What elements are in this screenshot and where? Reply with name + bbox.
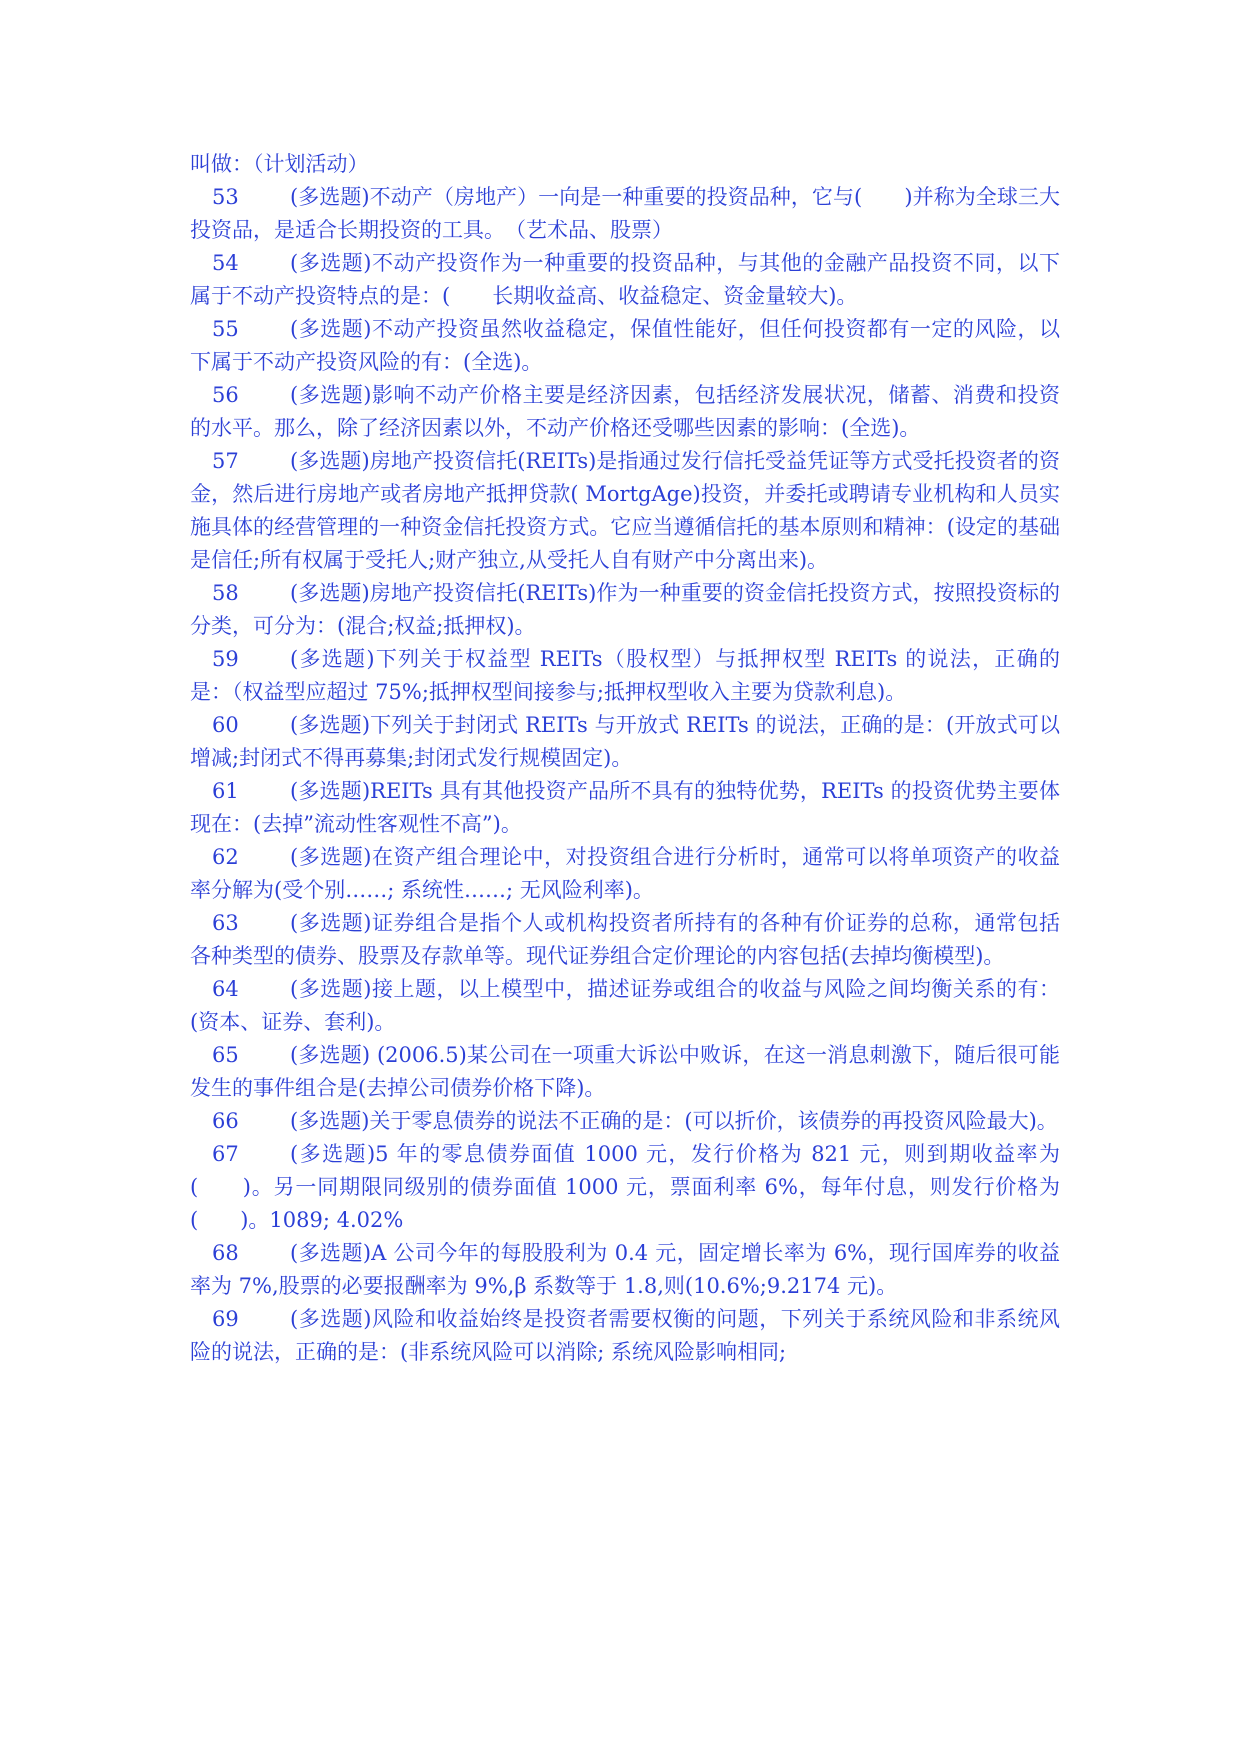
question-number: 66: [212, 1109, 239, 1133]
question-item: [190, 907, 1060, 973]
question-text: (多选题) (2006.5)某公司在一项重大诉讼中败诉，在这一消息刺激下，随后很可能发生的事件组合是(去掉公司债券价格下降)。: [190, 1043, 1060, 1100]
question-number: 63: [212, 911, 239, 935]
question-text: (多选题)在资产组合理论中，对投资组合进行分析时，通常可以将单项资产的收益率分解为(受个别……; 系统性……; 无风险利率)。: [190, 845, 1060, 902]
question-text: (多选题)房地产投资信托(REITs)是指通过发行信托受益凭证等方式受托投资者的资金，然后进行房地产或者房地产抵押贷款( MortgAge)投资，并委托或聘请专业机构和人员实施具体的经营管理的一种资金信托投资方式。它应当遵循信托的基本原则和精神：(设定的基础是信任;所有权属于受托人;财产独立,从受托人自有财产中分离出来)。: [190, 449, 1060, 572]
question-text: (多选题)下列关于封闭式 REITs 与开放式 REITs 的说法，正确的是：(开放式可以增减;封闭式不得再募集;封闭式发行规模固定)。: [190, 713, 1060, 770]
question-number: 58: [212, 581, 239, 605]
question-item: [190, 1039, 1060, 1105]
question-item: [190, 973, 1060, 1039]
question-item: [190, 643, 1060, 709]
question-number: 60: [212, 713, 239, 737]
question-text: (多选题)不动产（房地产）一向是一种重要的投资品种，它与( )并称为全球三大投资品，是适合长期投资的工具。 （艺术品、股票）: [190, 185, 1060, 242]
question-number: 61: [212, 779, 239, 803]
question-number: 64: [212, 977, 239, 1001]
question-item: [190, 247, 1060, 313]
question-item: [190, 709, 1060, 775]
question-text: (多选题)5 年的零息债券面值 1000 元，发行价格为 821 元，则到期收益率为( )。另一同期限同级别的债券面值 1000 元，票面利率 6%，每年付息，则发行价格为( )。1089; 4.02%: [190, 1142, 1060, 1232]
question-number: 68: [212, 1241, 239, 1265]
question-text: (多选题)下列关于权益型 REITs（股权型）与抵押权型 REITs 的说法，正确的是：（权益型应超过 75%;抵押权型间接参与;抵押权型收入主要为贷款利息)。: [190, 647, 1060, 704]
question-item: [190, 1105, 1060, 1138]
question-item: [190, 1237, 1060, 1303]
question-number: 57: [212, 449, 239, 473]
question-text: (多选题)风险和收益始终是投资者需要权衡的问题，下列关于系统风险和非系统风险的说法，正确的是：(非系统风险可以消除; 系统风险影响相同;: [190, 1307, 1060, 1364]
question-number: 54: [212, 251, 239, 275]
question-number: 55: [212, 317, 239, 341]
document-body: [190, 148, 1060, 1369]
question-item: [190, 379, 1060, 445]
question-number: 62: [212, 845, 239, 869]
question-item: [190, 841, 1060, 907]
question-text: (多选题)影响不动产价格主要是经济因素，包括经济发展状况，储蓄、消费和投资的水平。那么，除了经济因素以外，不动产价格还受哪些因素的影响：(全选)。: [190, 383, 1060, 440]
question-number: 53: [212, 185, 239, 209]
question-number: 56: [212, 383, 239, 407]
question-item: [190, 181, 1060, 247]
question-text: (多选题)证券组合是指个人或机构投资者所持有的各种有价证券的总称，通常包括各种类型的债券、股票及存款单等。现代证券组合定价理论的内容包括(去掉均衡模型)。: [190, 911, 1060, 968]
question-number: 65: [212, 1043, 239, 1067]
question-number: 67: [212, 1142, 239, 1166]
question-text: (多选题)接上题，以上模型中，描述证券或组合的收益与风险之间均衡关系的有：(资本、证券、套利)。: [190, 977, 1060, 1034]
question-item: [190, 313, 1060, 379]
question-text: (多选题)关于零息债券的说法不正确的是：(可以折价，该债券的再投资风险最大)。: [290, 1109, 1058, 1133]
question-item: [190, 1303, 1060, 1369]
question-text: (多选题)房地产投资信托(REITs)作为一种重要的资金信托投资方式，按照投资标的分类，可分为：(混合;权益;抵押权)。: [190, 581, 1060, 638]
question-item: [190, 775, 1060, 841]
question-item: [190, 577, 1060, 643]
question-number: 69: [212, 1307, 239, 1331]
question-text: (多选题)不动产投资虽然收益稳定，保值性能好，但任何投资都有一定的风险，以下属于不动产投资风险的有：(全选)。: [190, 317, 1060, 374]
intro-line: 叫做：（计划活动）: [190, 152, 369, 176]
question-number: 59: [212, 647, 239, 671]
question-text: (多选题)不动产投资作为一种重要的投资品种，与其他的金融产品投资不同，以下属于不动产投资特点的是：( 长期收益高、收益稳定、资金量较大)。: [190, 251, 1060, 308]
question-text: (多选题)A 公司今年的每股股利为 0.4 元，固定增长率为 6%，现行国库券的收益率为 7%,股票的必要报酬率为 9%,β 系数等于 1.8,则(10.6%;9.2174 元)。: [190, 1241, 1060, 1298]
question-item: [190, 1138, 1060, 1237]
question-item: [190, 445, 1060, 577]
question-text: (多选题)REITs 具有其他投资产品所不具有的独特优势，REITs 的投资优势主要体现在：(去掉”流动性客观性不高”)。: [190, 779, 1060, 836]
